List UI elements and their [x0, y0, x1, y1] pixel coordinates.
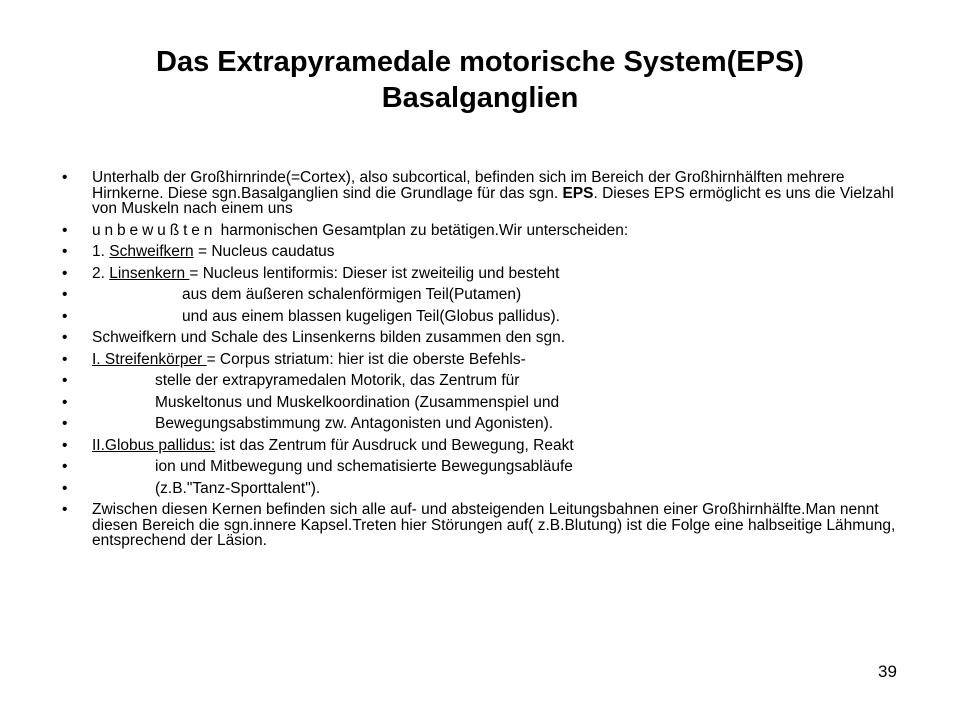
- text-run: = Nucleus caudatus: [193, 243, 335, 260]
- bullet-text: (z.B."Tanz-Sporttalent").: [155, 479, 321, 497]
- title-line-2: Basalganglien: [381, 82, 579, 114]
- page-number: 39: [878, 662, 897, 681]
- bold-term: EPS: [562, 184, 594, 202]
- bullet-icon: •: [62, 264, 68, 282]
- bullet-icon: •: [62, 243, 68, 260]
- text-run: ist das Zentrum für Ausdruck und Bewegung, Reakt: [215, 436, 574, 454]
- list-item: [60, 502, 910, 549]
- bullet-text: [92, 223, 910, 239]
- bullet-icon: •: [62, 286, 68, 303]
- bullet-icon: •: [62, 329, 68, 346]
- text-run: 1.: [92, 243, 110, 260]
- list-item: [60, 395, 910, 411]
- bullet-text: Zwischen diesen Kernen befinden sich alle auf- und absteigenden Leitungsbahnen einer Großhirnhälfte.Man nennt diesen Bereich die sgn.innere Kapsel.Treten hier Störungen auf( z.B.Blutung) ist die Folge eine halbseitige Lähmung, entsprechend der Läsion.: [92, 501, 896, 549]
- list-item: [60, 266, 910, 282]
- underlined-term: Schweifkern: [109, 243, 194, 260]
- bullet-icon: •: [62, 169, 68, 186]
- bullet-icon: •: [62, 350, 68, 368]
- text-run: Unterhalb der Großhirnrinde(=Cortex), also subcortical, befinden sich im Bereich der Großhirnhälften mehrere Hirnkerne. Diese sgn.Basalganglien sind die Grundlage für das sgn.: [92, 169, 845, 202]
- list-item: [60, 352, 910, 368]
- underlined-term: I. Streifenkörper: [92, 350, 207, 368]
- bullet-text: stelle der extrapyramedalen Motorik, das Zentrum für: [155, 372, 520, 389]
- list-item: [60, 459, 910, 475]
- list-item: [60, 373, 910, 389]
- underlined-term: II.Globus pallidus:: [92, 436, 216, 454]
- bullet-icon: •: [62, 221, 68, 239]
- bullet-text: [92, 352, 910, 368]
- bullet-icon: •: [62, 479, 68, 497]
- bullet-icon: •: [62, 393, 68, 411]
- bullet-list: [60, 170, 910, 555]
- bullet-icon: •: [62, 307, 68, 325]
- bullet-text: Muskeltonus und Muskelkoordination (Zusammenspiel und: [155, 393, 560, 411]
- bullet-icon: •: [62, 501, 68, 518]
- underlined-term: Linsenkern: [109, 264, 190, 282]
- list-item: [60, 416, 910, 432]
- bullet-text: aus dem äußeren schalenförmigen Teil(Putamen): [182, 286, 522, 303]
- text-run: 2.: [92, 264, 110, 282]
- bullet-icon: •: [62, 458, 68, 475]
- list-item: [60, 481, 910, 497]
- spaced-word: unbewußten: [92, 221, 217, 239]
- list-item: [60, 170, 910, 217]
- title-line-1: Das Extrapyramedale motorische System(EPS): [156, 46, 804, 78]
- bullet-icon: •: [62, 436, 68, 454]
- bullet-icon: •: [62, 372, 68, 389]
- list-item: [60, 438, 910, 454]
- text-run: harmonischen Gesamtplan zu betätigen.Wir unterscheiden:: [216, 221, 629, 239]
- bullet-text: Schweifkern und Schale des Linsenkerns bilden zusammen den sgn.: [92, 329, 566, 346]
- bullet-text: [92, 244, 910, 260]
- text-run: . Dieses EPS ermöglicht es uns die Vielzahl von Muskeln nach einem uns: [92, 184, 894, 217]
- slide-title: [0, 44, 960, 116]
- list-item: [60, 330, 910, 346]
- bullet-text: Bewegungsabstimmung zw. Antagonisten und Agonisten).: [155, 415, 554, 432]
- bullet-text: und aus einem blassen kugeligen Teil(Globus pallidus).: [182, 307, 560, 325]
- list-item: [60, 223, 910, 239]
- list-item: [60, 244, 910, 260]
- text-run: = Nucleus lentiformis: Dieser ist zweiteilig und besteht: [189, 264, 560, 282]
- bullet-text: [92, 266, 910, 282]
- bullet-text: [92, 170, 910, 217]
- bullet-icon: •: [62, 415, 68, 432]
- text-run: = Corpus striatum: hier ist die oberste Befehls-: [206, 350, 526, 368]
- bullet-text: ion und Mitbewegung und schematisierte Bewegungsabläufe: [155, 458, 573, 475]
- bullet-text: [92, 438, 910, 454]
- list-item: [60, 287, 910, 303]
- list-item: [60, 309, 910, 325]
